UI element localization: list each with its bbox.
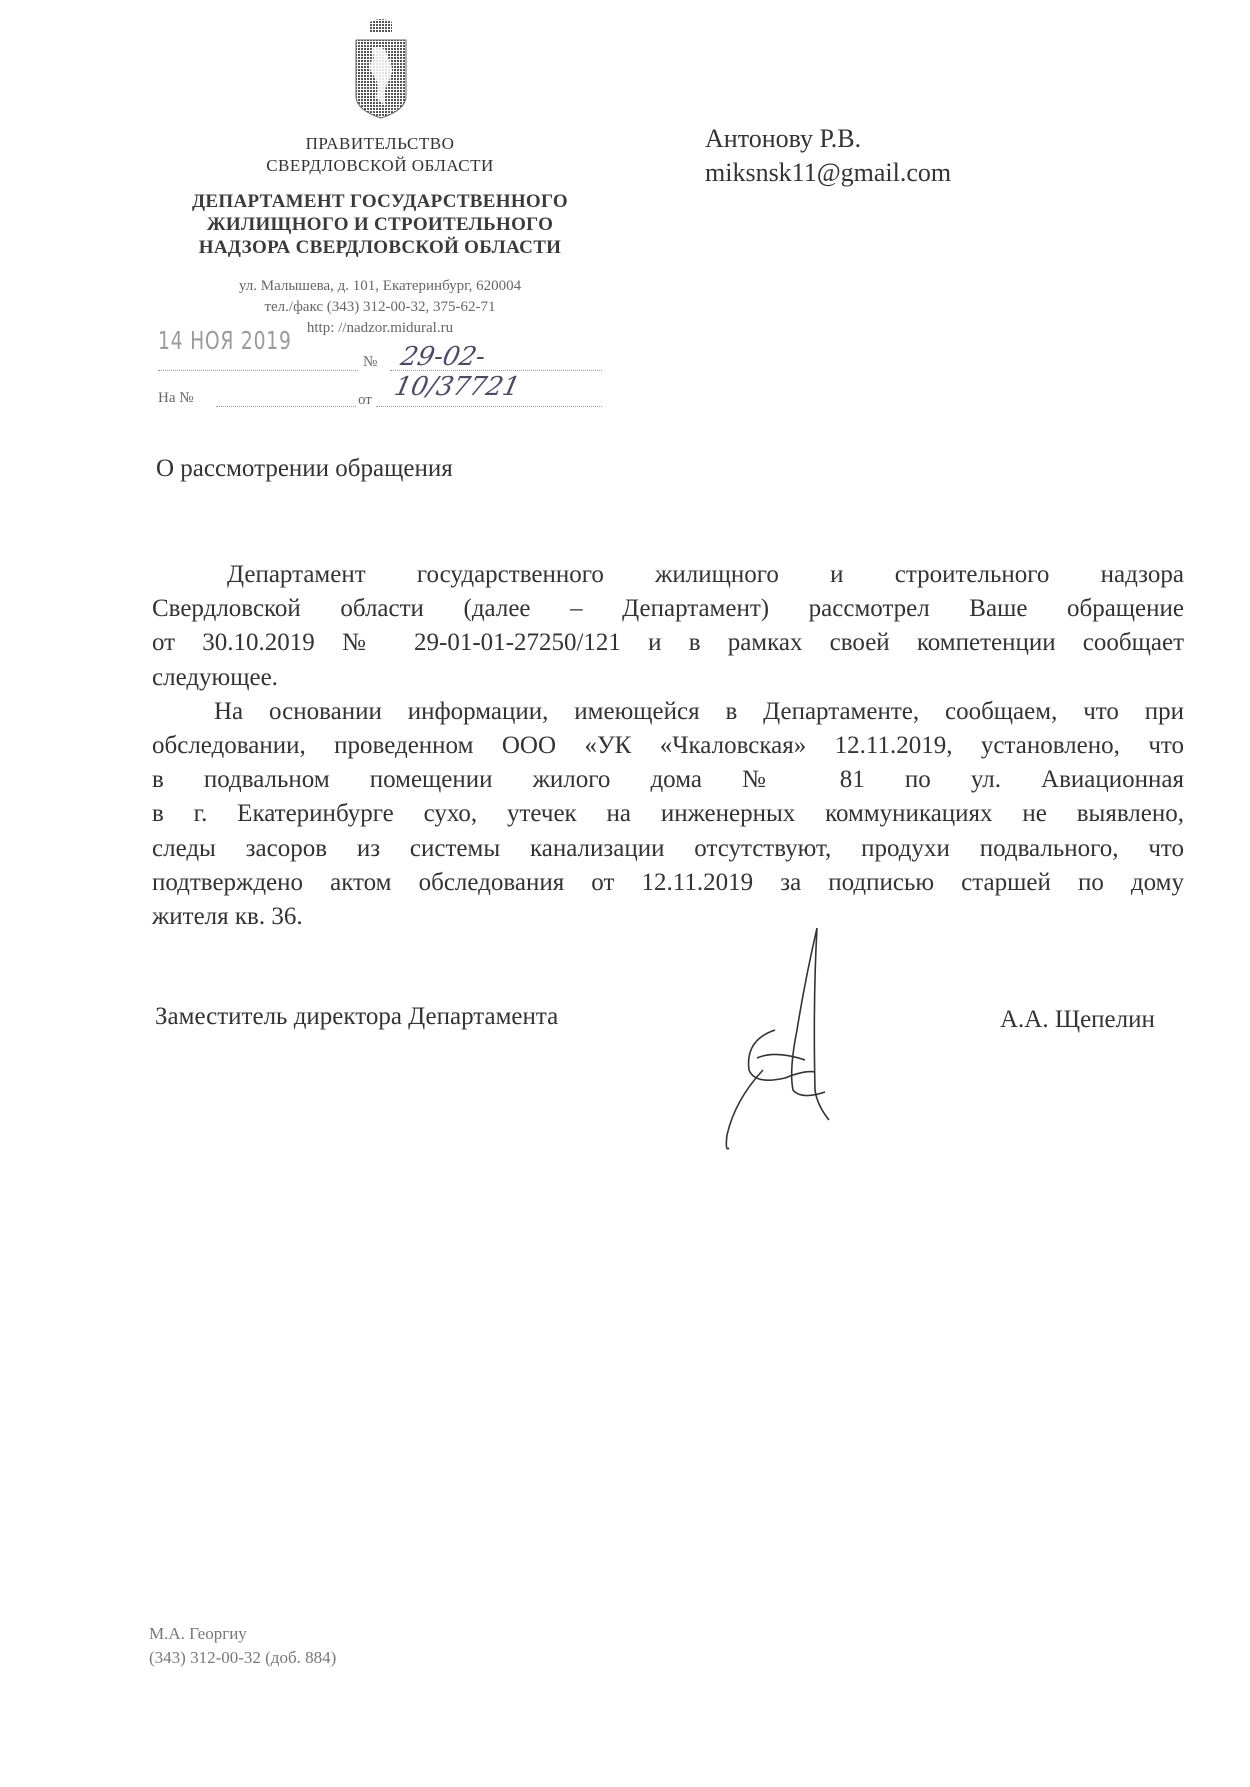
government-line: СВЕРДЛОВСКОЙ ОБЛАСТИ [266, 156, 494, 175]
department-line: НАДЗОРА СВЕРДЛОВСКОЙ ОБЛАСТИ [198, 237, 562, 258]
body-line: в подвальном помещении жилого дома № 81 по ул. Авиационная [152, 766, 1184, 794]
body-line: подтверждено актом обследования от 12.11.2019 за подписью старшей по дому [152, 868, 1184, 896]
body-line: Департамент государственного жилищного и строительного надзора [227, 561, 1184, 588]
body-line: в г. Екатеринбурге сухо, утечек на инженерных коммуникациях не выявлено, [152, 800, 1184, 828]
government-line: ПРАВИТЕЛЬСТВО [305, 134, 455, 153]
recipient-name: Антонову Р.В. [705, 124, 862, 153]
executor-info [149, 1622, 336, 1670]
handwritten-number: 29-02-10/37721 [391, 342, 523, 402]
recipient-email: miksnsk11@gmail.com [705, 158, 952, 187]
body-line: следующее. [152, 663, 278, 691]
body-line: Свердловской области (далее – Департамент) рассмотрел Ваше обращение [152, 595, 1184, 623]
website-line: http: //nadzor.midural.ru [306, 320, 454, 336]
phone-line: тел./факс (343) 312-00-32, 375-62-71 [264, 299, 496, 315]
number-label: № [363, 354, 378, 370]
letter-body [152, 558, 1184, 934]
reply-reference-row [158, 386, 603, 410]
from-label: от [358, 392, 372, 408]
recipient-block [705, 122, 951, 190]
body-line: обследовании, проведенном ООО «УК «Чкаловская» 12.11.2019, установлено, что [152, 731, 1184, 759]
signatory-name: А.А. Щепелин [1000, 1006, 1155, 1033]
address-line: ул. Малышева, д. 101, Екатеринбург, 620004 [238, 278, 522, 294]
executor-name: М.А. Георгиу [149, 1624, 247, 1643]
body-line: На основании информации, имеющейся в Департаменте, сообщаем, что при [214, 697, 1184, 725]
reply-label: На № [158, 390, 194, 406]
body-line: следы засоров из системы канализации отсутствуют, продухи подвального, что [152, 834, 1184, 862]
body-line: жителя кв. 36. [152, 902, 303, 930]
department-line: ДЕПАРТАМЕНТ ГОСУДАРСТВЕННОГО [192, 191, 568, 212]
body-line: от 30.10.2019 № 29-01-01-27250/121 и в рамках своей компетенции сообщает [152, 629, 1184, 657]
coat-of-arms-emblem [352, 18, 410, 122]
government-name [150, 133, 610, 177]
department-line: ЖИЛИЩНОГО И СТРОИТЕЛЬНОГО [206, 214, 554, 235]
date-stamp: 14 НОЯ 2019 [158, 326, 292, 355]
executor-phone: (343) 312-00-32 (доб. 884) [149, 1648, 337, 1667]
letter-subject: О рассмотрении обращения [156, 455, 453, 482]
handwritten-signature [705, 920, 840, 1155]
department-name [150, 190, 610, 259]
signatory-role: Заместитель директора Департамента [155, 1003, 559, 1030]
